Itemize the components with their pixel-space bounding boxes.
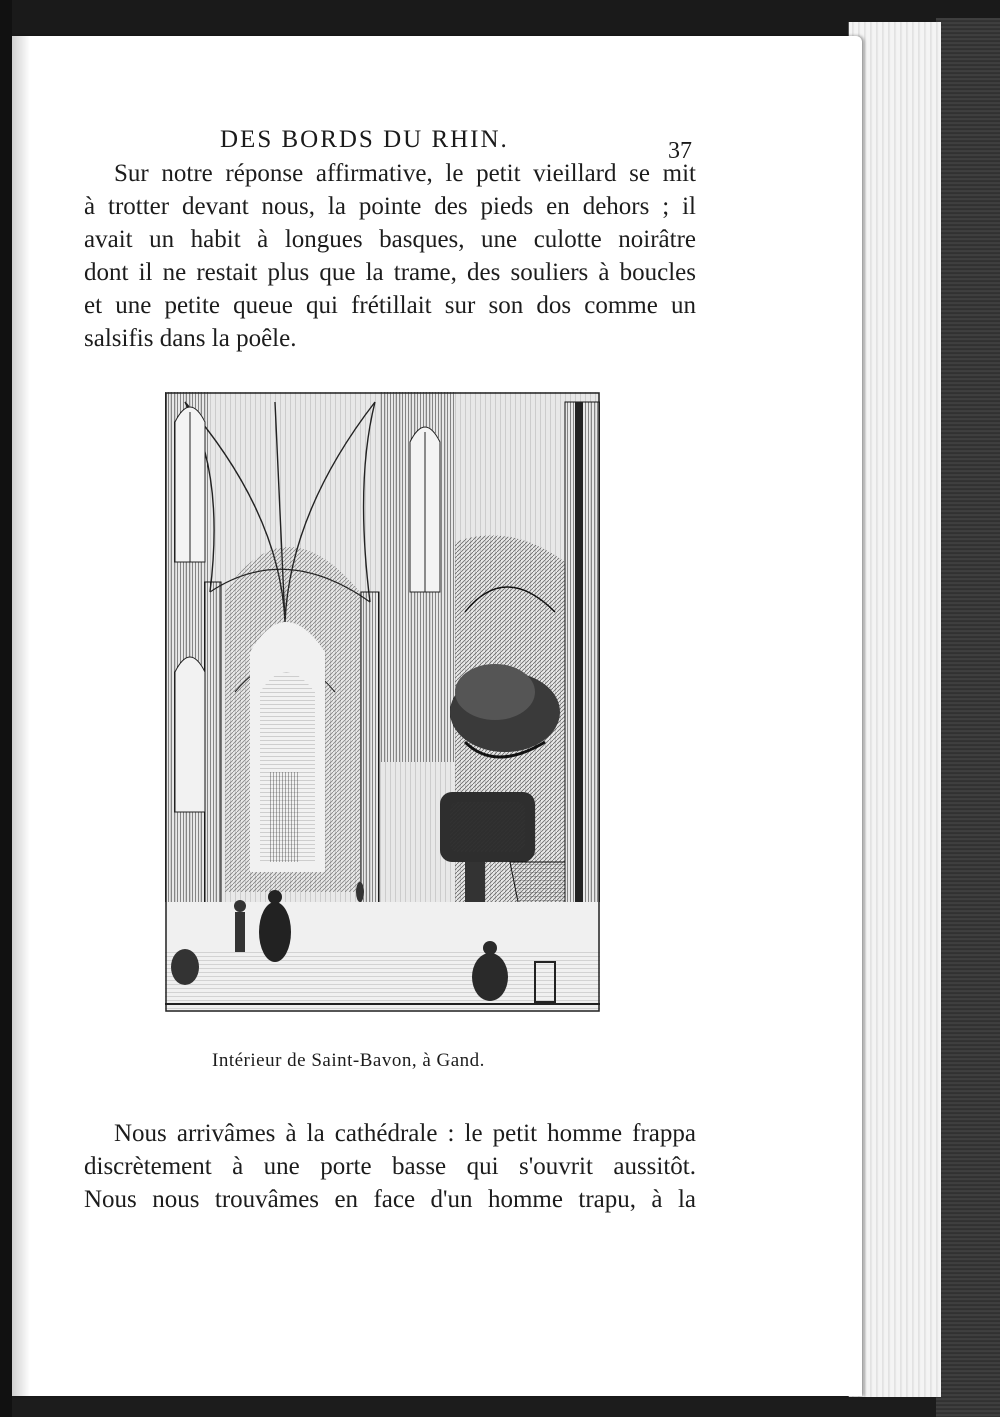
text-line: Nous nous trouvâmes en face d'un homme trapu, à la (84, 1186, 696, 1213)
cathedral-interior-engraving (165, 392, 600, 1012)
text-line: Nous arrivâmes à la cathédrale : le petit homme frappa (114, 1120, 696, 1147)
page-gutter-shadow (12, 36, 30, 1396)
text-line: avait un habit à longues basques, une culotte noirâtre (84, 226, 696, 253)
scan-background-left (0, 0, 12, 1417)
book-cover-edge (936, 18, 1000, 1417)
text-line: discrètement à une porte basse qui s'ouvrit aussitôt. (84, 1153, 696, 1180)
text-line: et une petite queue qui frétillait sur son dos comme un (84, 292, 696, 319)
page-number: 37 (668, 138, 692, 164)
paragraph-top (84, 157, 696, 355)
running-head: DES BORDS DU RHIN. (220, 126, 509, 153)
text-line: salsifis dans la poêle. (84, 325, 297, 352)
text-line: à trotter devant nous, la pointe des pieds en dehors ; il (84, 193, 696, 220)
text-line: Sur notre réponse affirmative, le petit vieillard se mit (114, 160, 696, 187)
text-line: dont il ne restait plus que la trame, des souliers à boucles (84, 259, 696, 286)
illustration-caption: Intérieur de Saint-Bavon, à Gand. (212, 1050, 485, 1071)
paragraph-bottom (84, 1117, 696, 1216)
